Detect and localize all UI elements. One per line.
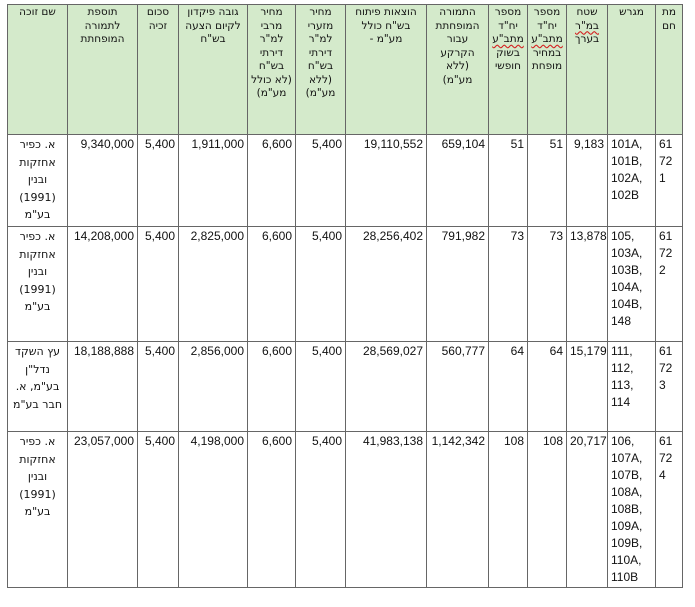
area-cell: 13,878 xyxy=(567,227,608,342)
units-free-cell: 64 xyxy=(489,342,528,432)
area-cell: 20,717 xyxy=(567,432,608,588)
header-deposit: גובה פיקדון לקיום הצעה בש"ח xyxy=(179,5,248,135)
header-units-discounted: מספר יח"ד מתב"ע במחיר מופחת xyxy=(528,5,567,135)
max-price-cell: 6,600 xyxy=(248,342,296,432)
header-development-costs: הוצאות פיתוח בש"ח כולל מע"מ - xyxy=(346,5,427,135)
deposit-cell: 1,911,000 xyxy=(179,135,248,227)
win-amount-cell: 5,400 xyxy=(138,135,179,227)
deposit-cell: 2,856,000 xyxy=(179,342,248,432)
header-parcel: מגרש xyxy=(608,5,656,135)
header-winner: שם זוכה xyxy=(8,5,68,135)
parcel-cell: 101A, 101B, 102A, 102B xyxy=(608,135,656,227)
max-price-cell: 6,600 xyxy=(248,432,296,588)
land-consideration-cell: 560,777 xyxy=(427,342,489,432)
min-price-cell: 5,400 xyxy=(296,342,346,432)
deposit-cell: 4,198,000 xyxy=(179,432,248,588)
header-area xyxy=(567,5,608,135)
max-price-cell: 6,600 xyxy=(248,135,296,227)
addition-cell: 23,057,000 xyxy=(68,432,138,588)
table-row xyxy=(8,135,683,227)
development-costs-cell: 41,983,138 xyxy=(346,432,427,588)
land-consideration-cell: 1,142,342 xyxy=(427,432,489,588)
plot-id-cell: 61 72 1 xyxy=(656,135,683,227)
units-free-cell: 51 xyxy=(489,135,528,227)
header-area-label: שטח xyxy=(576,6,598,18)
header-row xyxy=(8,5,683,135)
area-cell: 9,183 xyxy=(567,135,608,227)
development-costs-cell: 28,569,027 xyxy=(346,342,427,432)
addition-cell: 14,208,000 xyxy=(68,227,138,342)
winner-cell: א. כפיר אחזקות ובנין (1991) בע"מ xyxy=(8,135,68,227)
units-discounted-cell: 51 xyxy=(528,135,567,227)
units-free-cell: 73 xyxy=(489,227,528,342)
win-amount-cell: 5,400 xyxy=(138,227,179,342)
header-area-unit: במ"ר xyxy=(575,19,599,32)
header-win-amount: סכום זכיה xyxy=(138,5,179,135)
winner-cell: א. כפיר אחזקות ובנין (1991) בע"מ xyxy=(8,432,68,588)
table-row xyxy=(8,227,683,342)
winner-cell: עץ השקד נדל"ן בע"מ, א. חבר בע"מ xyxy=(8,342,68,432)
max-price-cell: 6,600 xyxy=(248,227,296,342)
units-discounted-cell: 64 xyxy=(528,342,567,432)
units-discounted-cell: 108 xyxy=(528,432,567,588)
addition-cell: 9,340,000 xyxy=(68,135,138,227)
header-land-consideration: התמורה המופחתת עבור הקרקע (ללא מע"מ) xyxy=(427,5,489,135)
header-units-free: מספר יח"ד מתב"ע בשוק חופשי xyxy=(489,5,528,135)
units-discounted-cell: 73 xyxy=(528,227,567,342)
win-amount-cell: 5,400 xyxy=(138,432,179,588)
min-price-cell: 5,400 xyxy=(296,432,346,588)
header-max-price: מחיר מרבי למ"ר דירתי בש"ח (לא כולל מע"מ) xyxy=(248,5,296,135)
plot-id-cell: 61 72 2 xyxy=(656,227,683,342)
table-row xyxy=(8,342,683,432)
plot-id-cell: 61 72 4 xyxy=(656,432,683,588)
tender-results-table xyxy=(7,4,683,588)
units-free-cell: 108 xyxy=(489,432,528,588)
land-consideration-cell: 659,104 xyxy=(427,135,489,227)
header-min-price: מחיר מזערי למ"ר דירתי בש"ח (ללא מע"מ) xyxy=(296,5,346,135)
development-costs-cell: 19,110,552 xyxy=(346,135,427,227)
header-addition: תוספת לתמורה המופחתת xyxy=(68,5,138,135)
plot-id-cell: 61 72 3 xyxy=(656,342,683,432)
area-cell: 15,179 xyxy=(567,342,608,432)
land-consideration-cell: 791,982 xyxy=(427,227,489,342)
header-area-rest: בערך xyxy=(574,33,600,45)
winner-cell: א. כפיר אחזקות ובנין (1991) בע"מ xyxy=(8,227,68,342)
win-amount-cell: 5,400 xyxy=(138,342,179,432)
header-plot-id: מת חם xyxy=(656,5,683,135)
parcel-cell: 106, 107A, 107B, 108A, 108B, 109A, 109B, 110A, 110B xyxy=(608,432,656,588)
table-row xyxy=(8,432,683,588)
min-price-cell: 5,400 xyxy=(296,227,346,342)
parcel-cell: 105, 103A, 103B, 104A, 104B, 148 xyxy=(608,227,656,342)
parcel-cell: 111, 112, 113, 114 xyxy=(608,342,656,432)
addition-cell: 18,188,888 xyxy=(68,342,138,432)
development-costs-cell: 28,256,402 xyxy=(346,227,427,342)
min-price-cell: 5,400 xyxy=(296,135,346,227)
deposit-cell: 2,825,000 xyxy=(179,227,248,342)
